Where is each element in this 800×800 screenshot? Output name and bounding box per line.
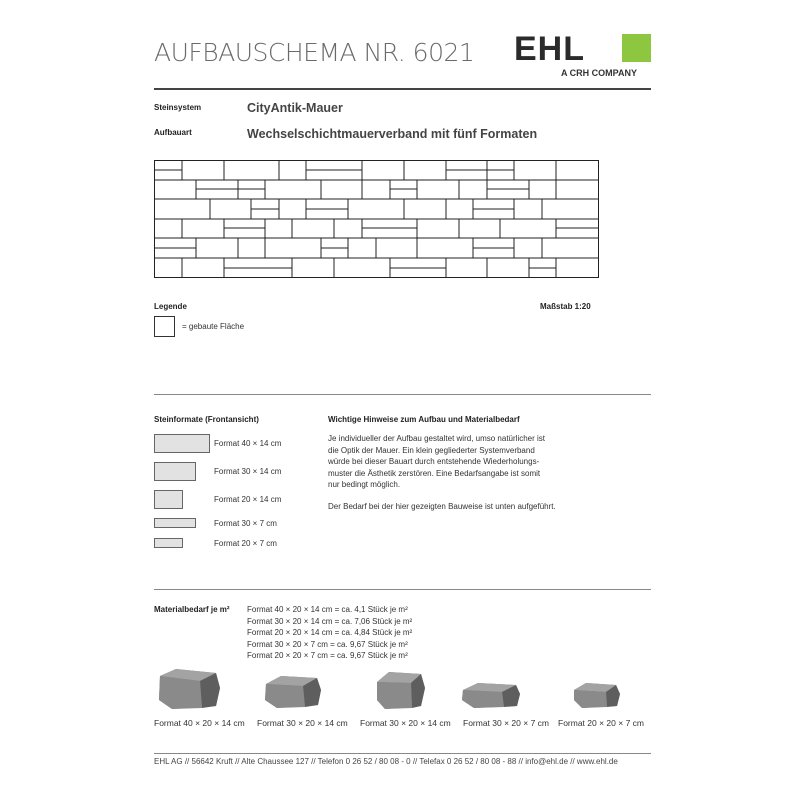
header-divider xyxy=(154,88,651,90)
legend-title: Legende xyxy=(154,302,187,311)
notes-line: würde bei dieser Bauart durch entstehende Wiederholungs- xyxy=(328,457,540,467)
stone-20x20x7-image xyxy=(572,680,622,712)
material-line: Format 40 × 20 × 14 cm = ca. 4,1 Stück je m² xyxy=(247,605,408,614)
material-line: Format 30 × 20 × 14 cm = ca. 7,06 Stück je m² xyxy=(247,616,413,626)
legend-item-label: = gebaute Fläche xyxy=(182,322,245,331)
footer-divider xyxy=(154,753,651,754)
notes-title: Wichtige Hinweise zum Aufbau und Materialbedarf xyxy=(328,415,520,424)
notes-line: die Optik der Mauer. Ein klein gegliederter Systemverband xyxy=(328,445,535,455)
footer-contact: EHL AG // 56642 Kruft // Alte Chaussee 127 // Telefon 0 26 52 / 80 08 - 0 // Telefax 0 26 52 / 80 08 - 88 // info@ehl.de // www.ehl.de xyxy=(154,757,618,766)
format-40x14-label: Format 40 × 14 cm xyxy=(214,439,282,448)
stone-30x20x14-image-1 xyxy=(263,672,323,712)
material-line: Format 30 × 20 × 7 cm = ca. 9,67 Stück je m² xyxy=(247,639,408,649)
notes-paragraph-2: Der Bedarf bei der hier gezeigten Bauweise ist unten aufgeführt. xyxy=(328,502,556,511)
notes-line: muster die Ästhetik zerstören. Eine Bedarfsangabe ist somit xyxy=(328,468,541,478)
material-line: Format 20 × 20 × 14 cm = ca. 4,84 Stück je m² xyxy=(247,628,413,638)
format-30x7-label: Format 30 × 7 cm xyxy=(214,519,277,528)
stone-40x20x14-image xyxy=(156,666,222,712)
section-divider-2 xyxy=(154,589,651,590)
stone-caption-1: Format 40 × 20 × 14 cm xyxy=(154,718,245,728)
legend-swatch xyxy=(154,316,175,337)
notes-paragraph-1 xyxy=(328,433,648,491)
format-20x14-label: Format 20 × 14 cm xyxy=(214,495,282,504)
stone-30x20x7-image xyxy=(460,680,522,712)
stone-caption-5: Format 20 × 20 × 7 cm xyxy=(558,718,644,728)
logo-wordmark: EHL xyxy=(514,30,585,68)
wall-diagram xyxy=(154,160,600,280)
stone-caption-3: Format 30 × 20 × 14 cm xyxy=(360,718,451,728)
stone-caption-2: Format 30 × 20 × 14 cm xyxy=(257,718,348,728)
notes-line: Je individueller der Aufbau gestaltet wird, umso natürlicher ist xyxy=(328,434,545,443)
notes-line: nur bedingt möglich. xyxy=(328,480,401,490)
build-value: Wechselschichtmauerverband mit fünf Formaten xyxy=(247,127,538,141)
format-20x7-label: Format 20 × 7 cm xyxy=(214,539,277,548)
system-value: CityAntik-Mauer xyxy=(247,101,343,115)
format-40x14-swatch xyxy=(154,434,210,453)
material-line: Format 20 × 20 × 7 cm = ca. 9,67 Stück je m² xyxy=(247,651,408,661)
material-title: Materialbedarf je m² xyxy=(154,605,230,614)
build-label: Aufbauart xyxy=(154,128,192,137)
format-30x14-label: Format 30 × 14 cm xyxy=(214,467,282,476)
system-label: Steinsystem xyxy=(154,103,202,112)
scale-label: Maßstab 1:20 xyxy=(540,302,591,311)
formats-title: Steinformate (Frontansicht) xyxy=(154,415,259,424)
section-divider-1 xyxy=(154,394,651,395)
page-title: AUFBAUSCHEMA NR. 6021 xyxy=(154,38,475,67)
ehl-logo xyxy=(514,30,651,80)
logo-green-square xyxy=(622,34,651,62)
logo-subtitle: A CRH COMPANY xyxy=(561,68,637,78)
material-list xyxy=(247,604,412,662)
format-30x7-swatch xyxy=(154,518,196,528)
stone-caption-4: Format 30 × 20 × 7 cm xyxy=(463,718,549,728)
stone-30x20x14-image-2 xyxy=(375,668,427,712)
format-30x14-swatch xyxy=(154,462,196,481)
format-20x14-swatch xyxy=(154,490,183,509)
format-20x7-swatch xyxy=(154,538,183,548)
